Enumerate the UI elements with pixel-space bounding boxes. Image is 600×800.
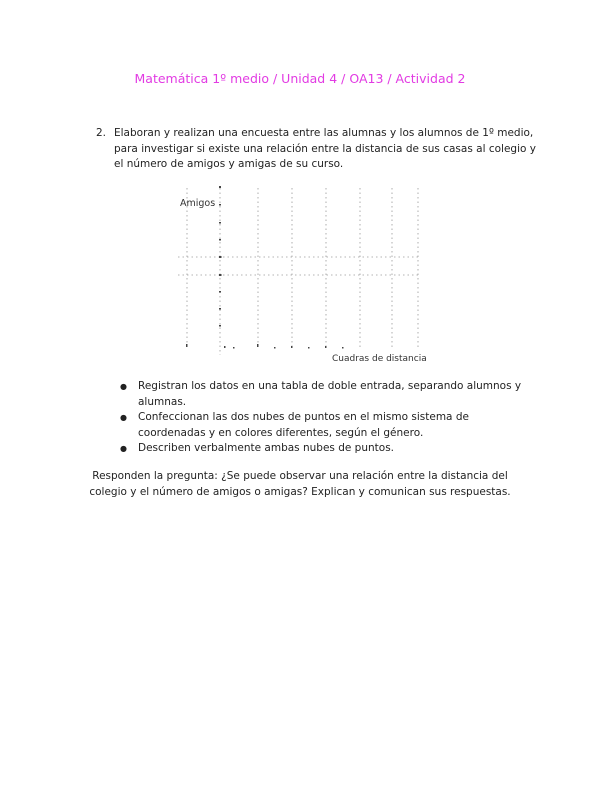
- activity-item: [96, 126, 536, 173]
- bullet-icon: ●: [120, 444, 127, 453]
- list-item: [116, 410, 536, 441]
- list-item-text: Registran los datos en una tabla de doble entrada, separando alumnos y alumnas.: [138, 380, 522, 408]
- list-item-text: Describen verbalmente ambas nubes de puntos.: [138, 442, 395, 454]
- list-item: [116, 379, 536, 410]
- page-header: Matemática 1º medio / Unidad 4 / OA13 / Actividad 2: [134, 71, 466, 86]
- list-item-text: Confeccionan las dos nubes de puntos en el mismo sistema de coordenadas y en colores diferentes, según el género.: [138, 411, 469, 439]
- bullet-icon: ●: [120, 413, 127, 422]
- bullet-icon: ●: [120, 382, 127, 391]
- vertical-gridlines: [187, 188, 418, 355]
- graph-svg: [170, 180, 430, 370]
- item-text: Elaboran y realizan una encuesta entre las alumnas y los alumnos de 1º medio, para investigar si existe una relación entre la distancia de sus casas al colegio y el número de amigos y amigas de su curso.: [114, 127, 536, 170]
- item-number: 2.: [96, 127, 107, 139]
- coordinate-graph: [170, 180, 430, 370]
- x-axis-label: Cuadras de distancia: [332, 354, 427, 364]
- list-item: [116, 441, 536, 457]
- closing-question: Responden la pregunta: ¿Se puede observar una relación entre la distancia del colegio y el número de amigos o amigas? Explican y comunican sus respuestas.: [89, 470, 511, 498]
- y-axis-label: Amigos: [180, 198, 216, 209]
- x-axis-ticks: [186, 344, 344, 349]
- horizontal-gridlines: [178, 257, 420, 275]
- bullet-list: [116, 379, 536, 457]
